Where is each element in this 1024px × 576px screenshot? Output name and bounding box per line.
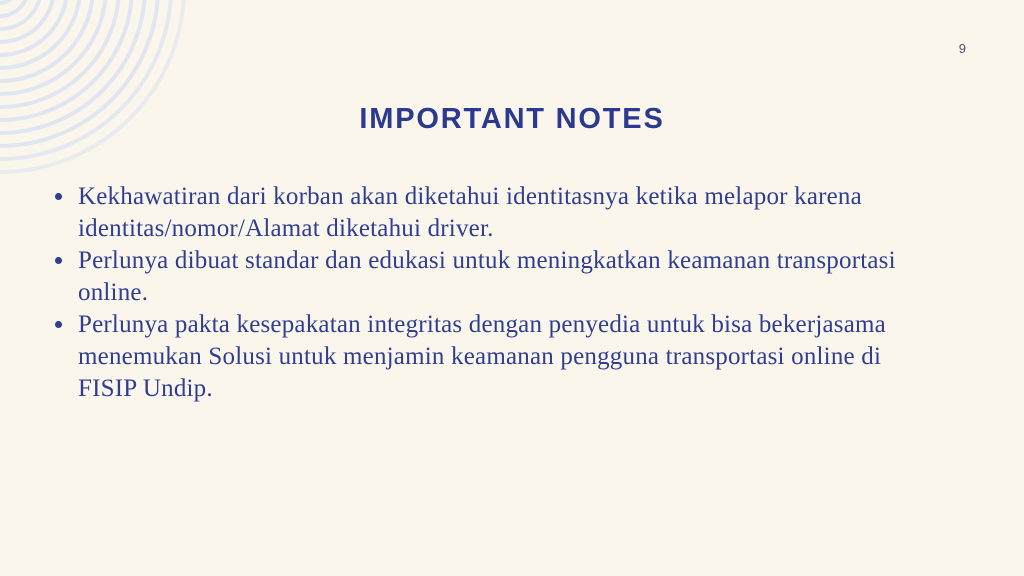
bullet-list xyxy=(48,181,994,405)
bullet-dot-icon xyxy=(55,193,62,200)
concentric-circles-icon xyxy=(0,0,200,200)
list-item xyxy=(48,309,994,405)
bullet-dot-icon xyxy=(55,257,62,264)
bullet-text xyxy=(78,309,886,405)
bullet-marker-cell xyxy=(48,181,78,200)
slide-title: IMPORTANT NOTES xyxy=(359,103,665,135)
bullet-line: Perlunya pakta kesepakatan integritas dengan penyedia untuk bisa bekerjasama xyxy=(78,311,886,338)
page-number: 9 xyxy=(958,41,966,56)
bullet-line: Perlunya dibuat standar dan edukasi untuk meningkatkan keamanan transportasi xyxy=(78,247,896,274)
bullet-dot-icon xyxy=(55,321,62,328)
bullet-line: FISIP Undip. xyxy=(78,375,213,402)
bullet-marker-cell xyxy=(48,245,78,264)
list-item xyxy=(48,181,994,245)
bullet-line: menemukan Solusi untuk menjamin keamanan pengguna transportasi online di xyxy=(78,343,882,370)
bullet-text xyxy=(78,245,896,309)
bullet-line: identitas/nomor/Alamat diketahui driver. xyxy=(78,215,494,242)
bullet-marker-cell xyxy=(48,309,78,328)
bullet-line: Kekhawatiran dari korban akan diketahui identitasnya ketika melapor karena xyxy=(78,183,862,210)
bullet-text xyxy=(78,181,862,245)
list-item xyxy=(48,245,994,309)
bullet-line: online. xyxy=(78,279,149,306)
